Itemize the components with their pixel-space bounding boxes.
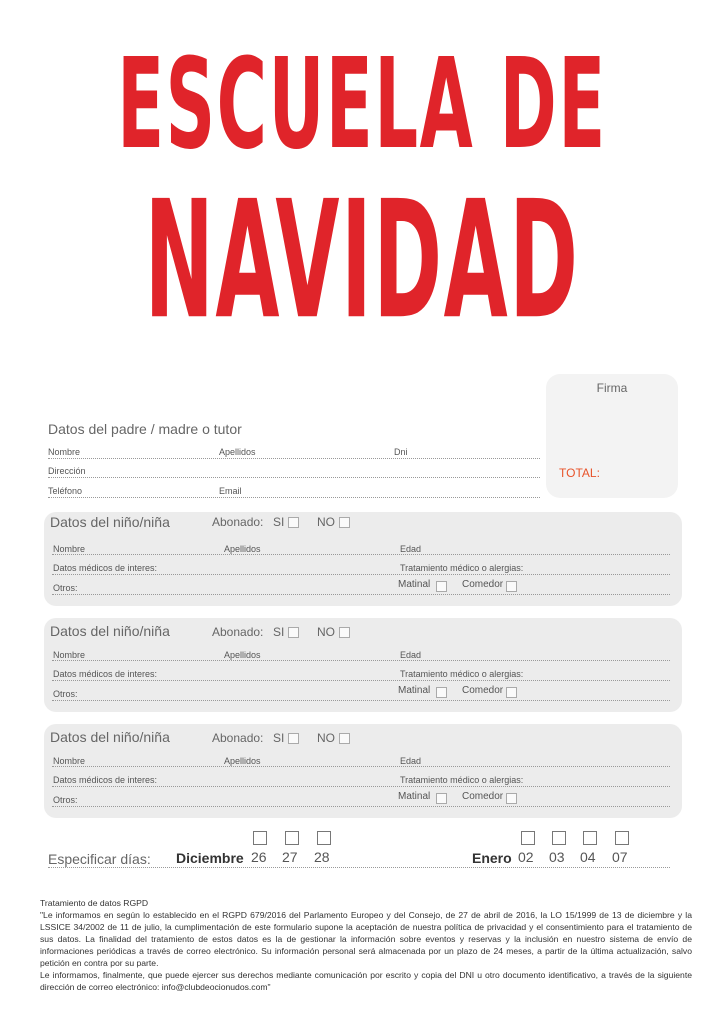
legal-paragraph-2: Le informamos, finalmente, que puede ejercer sus derechos mediante comunicación por escrito y copia del DNI u otro documento identificativo, a través de la siguiente dirección de correo electrónico: info@clubdeocionudos.com" <box>40 970 692 992</box>
legal-heading: Tratamiento de datos RGPD <box>40 898 149 908</box>
child-box-2 <box>44 618 682 712</box>
comedor-checkbox[interactable] <box>506 687 517 698</box>
day-checkbox-02[interactable] <box>521 831 535 845</box>
child-other-row[interactable] <box>52 792 670 807</box>
child-other-row[interactable] <box>52 580 670 595</box>
parent-email-label: Email <box>219 486 242 496</box>
child-medical-label: Datos médicos de interes: <box>53 669 158 679</box>
comedor-label: Comedor <box>462 685 504 696</box>
title-line-1: ESCUELA DE <box>117 30 607 177</box>
matinal-label: Matinal <box>398 579 431 590</box>
day-26: 26 <box>251 849 267 865</box>
child-title: Datos del niño/niña <box>50 729 170 745</box>
december-label: Diciembre <box>176 850 244 866</box>
child-edad-label: Edad <box>400 756 422 766</box>
child-edad-label: Edad <box>400 544 422 554</box>
child-treatment-label: Tratamiento médico o alergias: <box>400 563 524 573</box>
child-other-row[interactable] <box>52 686 670 701</box>
no-label: NO <box>317 625 335 639</box>
abonado-label: Abonado: <box>212 515 264 529</box>
firma-label: Firma <box>596 381 628 395</box>
matinal-checkbox[interactable] <box>436 581 447 592</box>
parent-telefono-label: Teléfono <box>48 486 83 496</box>
day-02: 02 <box>518 849 534 865</box>
child-medical-label: Datos médicos de interes: <box>53 563 158 573</box>
child-treatment-label: Tratamiento médico o alergias: <box>400 669 524 679</box>
si-label: SI <box>273 731 285 745</box>
child-nombre-label: Nombre <box>53 650 86 660</box>
signature-box[interactable] <box>546 374 678 498</box>
parent-name-row[interactable] <box>48 444 540 459</box>
child-otros-label: Otros: <box>53 795 78 805</box>
day-checkbox-03[interactable] <box>552 831 566 845</box>
comedor-checkbox[interactable] <box>506 793 517 804</box>
day-03: 03 <box>549 849 565 865</box>
child-title: Datos del niño/niña <box>50 514 170 530</box>
abonado-si-checkbox[interactable] <box>288 517 299 528</box>
day-checkbox-07[interactable] <box>615 831 629 845</box>
day-checkbox-04[interactable] <box>583 831 597 845</box>
parent-direccion-label: Dirección <box>48 466 86 476</box>
child-otros-label: Otros: <box>53 583 78 593</box>
child-name-row[interactable] <box>52 752 670 767</box>
child-apellidos-label: Apellidos <box>224 544 261 554</box>
day-checkbox-27[interactable] <box>285 831 299 845</box>
child-name-row[interactable] <box>52 646 670 661</box>
dias-label: Especificar días: <box>48 851 151 867</box>
matinal-checkbox[interactable] <box>436 687 447 698</box>
total-label: TOTAL: <box>559 466 600 480</box>
si-label: SI <box>273 515 285 529</box>
child-name-row[interactable] <box>52 540 670 555</box>
matinal-label: Matinal <box>398 685 431 696</box>
abonado-si-checkbox[interactable] <box>288 627 299 638</box>
day-checkbox-26[interactable] <box>253 831 267 845</box>
child-nombre-label: Nombre <box>53 756 86 766</box>
child-medical-label: Datos médicos de interes: <box>53 775 158 785</box>
abonado-si-checkbox[interactable] <box>288 733 299 744</box>
days-row-line <box>48 853 670 868</box>
day-checkbox-28[interactable] <box>317 831 331 845</box>
comedor-label: Comedor <box>462 791 504 802</box>
matinal-checkbox[interactable] <box>436 793 447 804</box>
day-28: 28 <box>314 849 330 865</box>
child-otros-label: Otros: <box>53 689 78 699</box>
child-edad-label: Edad <box>400 650 422 660</box>
abonado-no-checkbox[interactable] <box>339 627 350 638</box>
parent-nombre-label: Nombre <box>48 447 81 457</box>
child-apellidos-label: Apellidos <box>224 650 261 660</box>
day-27: 27 <box>282 849 298 865</box>
abonado-no-checkbox[interactable] <box>339 517 350 528</box>
abonado-label: Abonado: <box>212 625 264 639</box>
no-label: NO <box>317 731 335 745</box>
child-box-3 <box>44 724 682 818</box>
child-box-1 <box>44 512 682 606</box>
legal-notice <box>40 897 692 993</box>
child-title: Datos del niño/niña <box>50 623 170 639</box>
day-07: 07 <box>612 849 628 865</box>
abonado-label: Abonado: <box>212 731 264 745</box>
abonado-no-checkbox[interactable] <box>339 733 350 744</box>
child-treatment-label: Tratamiento médico o alergias: <box>400 775 524 785</box>
parent-section-title: Datos del padre / madre o tutor <box>48 421 242 437</box>
no-label: NO <box>317 515 335 529</box>
comedor-label: Comedor <box>462 579 504 590</box>
parent-apellidos-label: Apellidos <box>219 447 256 457</box>
title-line-2: NAVIDAD <box>144 166 580 356</box>
january-label: Enero <box>472 850 512 866</box>
legal-paragraph-1: "Le informamos en según lo establecido en el RGPD 679/2016 del Parlamento Europeo y del Consejo, de 27 de abril de 2016, la LO 15/1999 de 13 de diciembre y la LSSICE 34/2002 de 11 de julio, la cumplimentación de este formulario supone la aceptación de nuestra política de privacidad y el consentimiento para el tratamiento de sus datos. La finalidad del tratamiento de estos datos es la de gestionar la información sobre eventos y reservas y la inclusión en nuestro sistema de envío de informaciones periódicas a través de correo electrónico. Su información personal será almacenada por un plazo de 24 meses, a partir de la última actualización, salvo petición en contra por su parte. <box>40 910 692 968</box>
si-label: SI <box>273 625 285 639</box>
parent-contact-row[interactable] <box>48 483 540 498</box>
child-apellidos-label: Apellidos <box>224 756 261 766</box>
parent-dni-label: Dni <box>394 447 408 457</box>
child-nombre-label: Nombre <box>53 544 86 554</box>
day-04: 04 <box>580 849 596 865</box>
comedor-checkbox[interactable] <box>506 581 517 592</box>
parent-address-row[interactable] <box>48 463 540 478</box>
matinal-label: Matinal <box>398 791 431 802</box>
